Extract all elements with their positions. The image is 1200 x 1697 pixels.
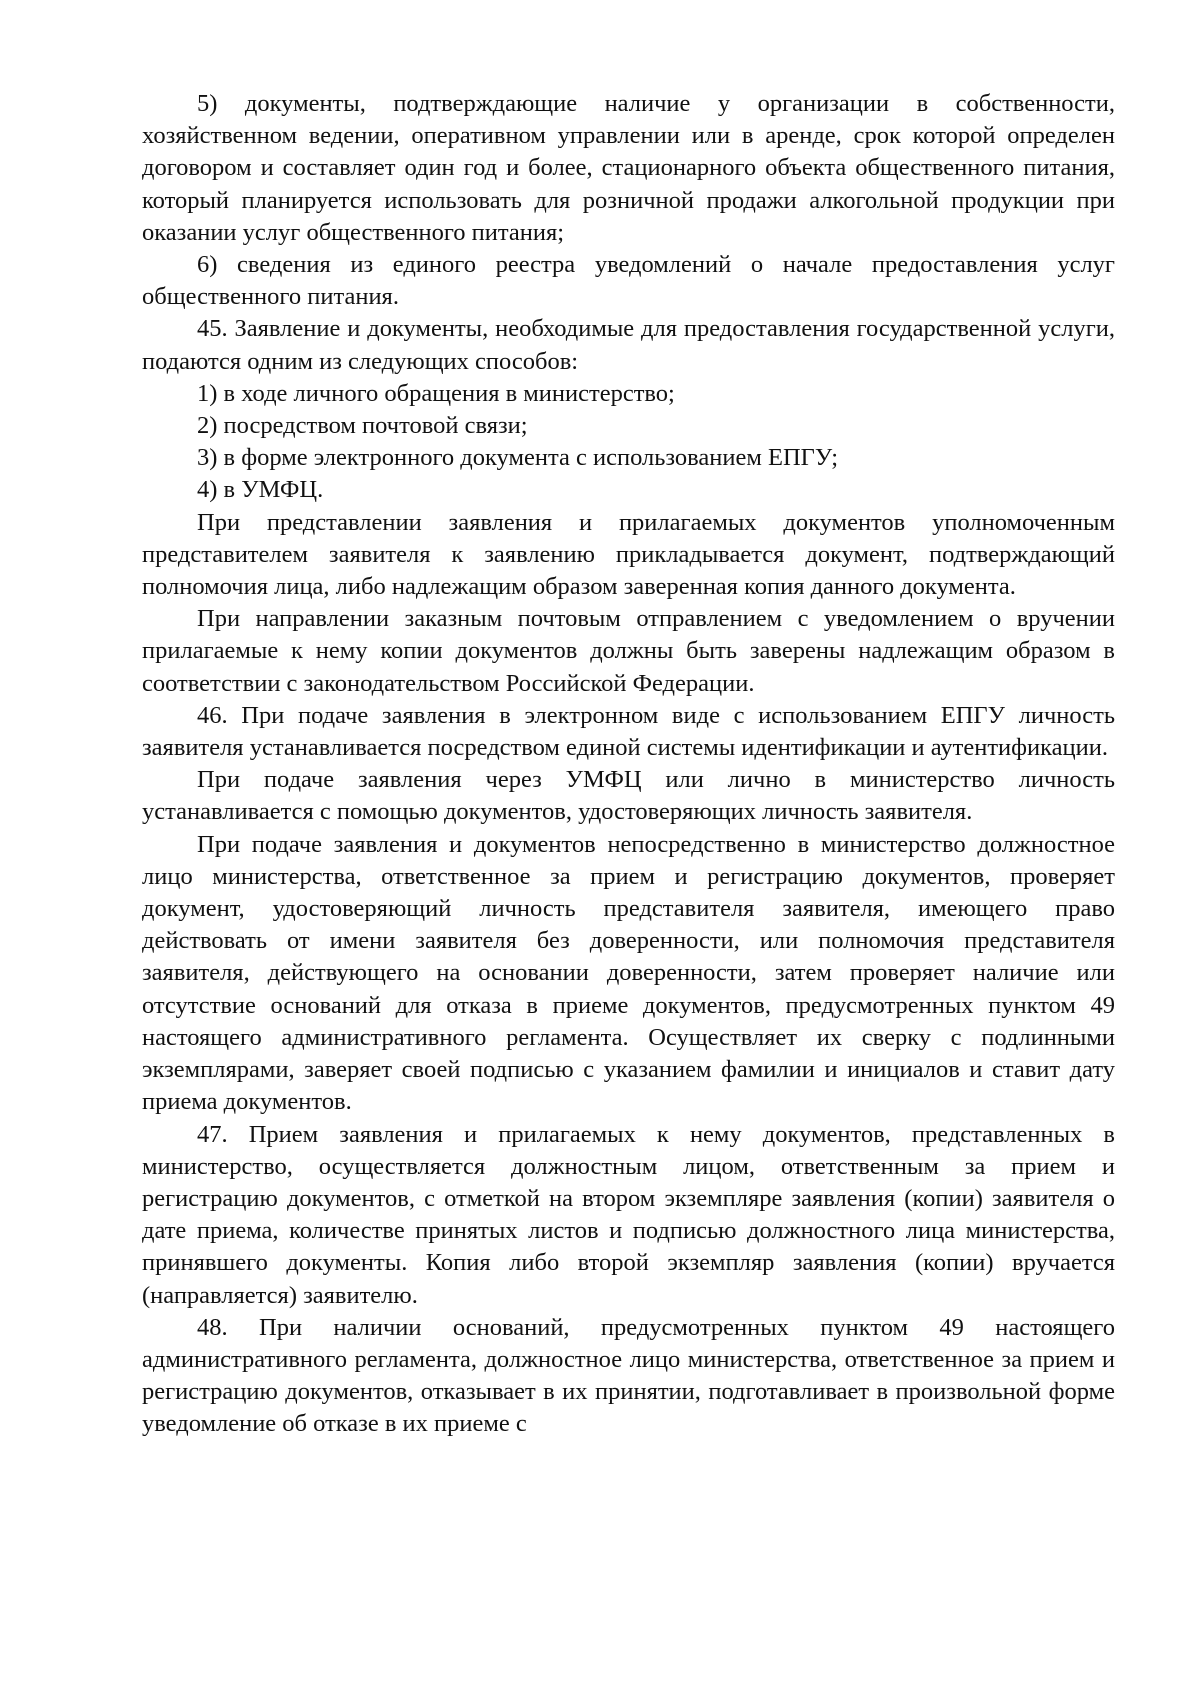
paragraph-registered-mail: При направлении заказным почтовым отправлением с уведомлением о вручении прилагаемые к нему копии документов должны быть заверены надлежащим образом в соответствии с законодательством Российской Федерации.: [142, 605, 1115, 697]
paragraph-representative: При представлении заявления и прилагаемых документов уполномоченным представителем заявителя к заявлению прикладывается документ, подтверждающий полномочия лица, либо надлежащим образом заверенная копия данного документа.: [142, 508, 1115, 601]
paragraph-47: 47. Прием заявления и прилагаемых к нему документов, представленных в министерство, осуществляется должностным лицом, ответственным за прием и регистрацию документов, с отметкой на втором экземпляре заявления (копии) заявителя о дате приема, количестве принятых листов и подписью должностного лица министерства, принявшего документы. Копия либо второй экземпляр заявления (копии) вручается (направляется) заявителю.: [142, 1120, 1115, 1309]
paragraph-46: 46. При подаче заявления в электронном виде с использованием ЕПГУ личность заявителя устанавливается посредством единой системы идентификации и аутентификации.: [142, 701, 1115, 762]
paragraph-identity-umfc: При подаче заявления через УМФЦ или лично в министерство личность устанавливается с помощью документов, удостоверяющих личность заявителя.: [142, 766, 1115, 826]
paragraph-item-5: 5) документы, подтверждающие наличие у организации в собственности, хозяйственном ведении, оперативном управлении или в аренде, срок которой определен договором и составляет один год и более, стационарного объекта общественного питания, который планируется использовать для розничной продажи алкогольной продукции при оказании услуг общественного питания;: [142, 90, 1115, 246]
paragraph-45-item-4: 4) в УМФЦ.: [197, 476, 324, 504]
paragraph-item-6: 6) сведения из единого реестра уведомлений о начале предоставления услуг общественного питания.: [142, 251, 1115, 311]
paragraph-45-item-3: 3) в форме электронного документа с использованием ЕПГУ;: [197, 444, 839, 472]
paragraph-45-item-2: 2) посредством почтовой связи;: [197, 412, 528, 440]
paragraph-48: 48. При наличии оснований, предусмотренных пунктом 49 настоящего административного регламента, должностное лицо министерства, ответственное за прием и регистрацию документов, отказывает в их принятии, подготавливает в произвольной форме уведомление об отказе в их приеме с: [142, 1313, 1115, 1438]
paragraph-45: 45. Заявление и документы, необходимые для предоставления государственной услуги, подаются одним из следующих способов:: [142, 315, 1115, 375]
document-page: [142, 88, 1115, 1441]
paragraph-45-item-1: 1) в ходе личного обращения в министерство;: [197, 379, 675, 407]
paragraph-direct-submission: При подаче заявления и документов непосредственно в министерство должностное лицо министерства, ответственное за прием и регистрацию документов, проверяет документ, удостоверяющий личность представителя заявителя, имеющего право действовать от имени заявителя без доверенности, или полномочия представителя заявителя, действующего на основании доверенности, затем проверяет наличие или отсутствие оснований для отказа в приеме документов, предусмотренных пунктом 49 настоящего административного регламента. Осуществляет их сверку с подлинными экземплярами, заверяет своей подписью с указанием фамилии и инициалов и ставит дату приема документов.: [142, 830, 1115, 1116]
